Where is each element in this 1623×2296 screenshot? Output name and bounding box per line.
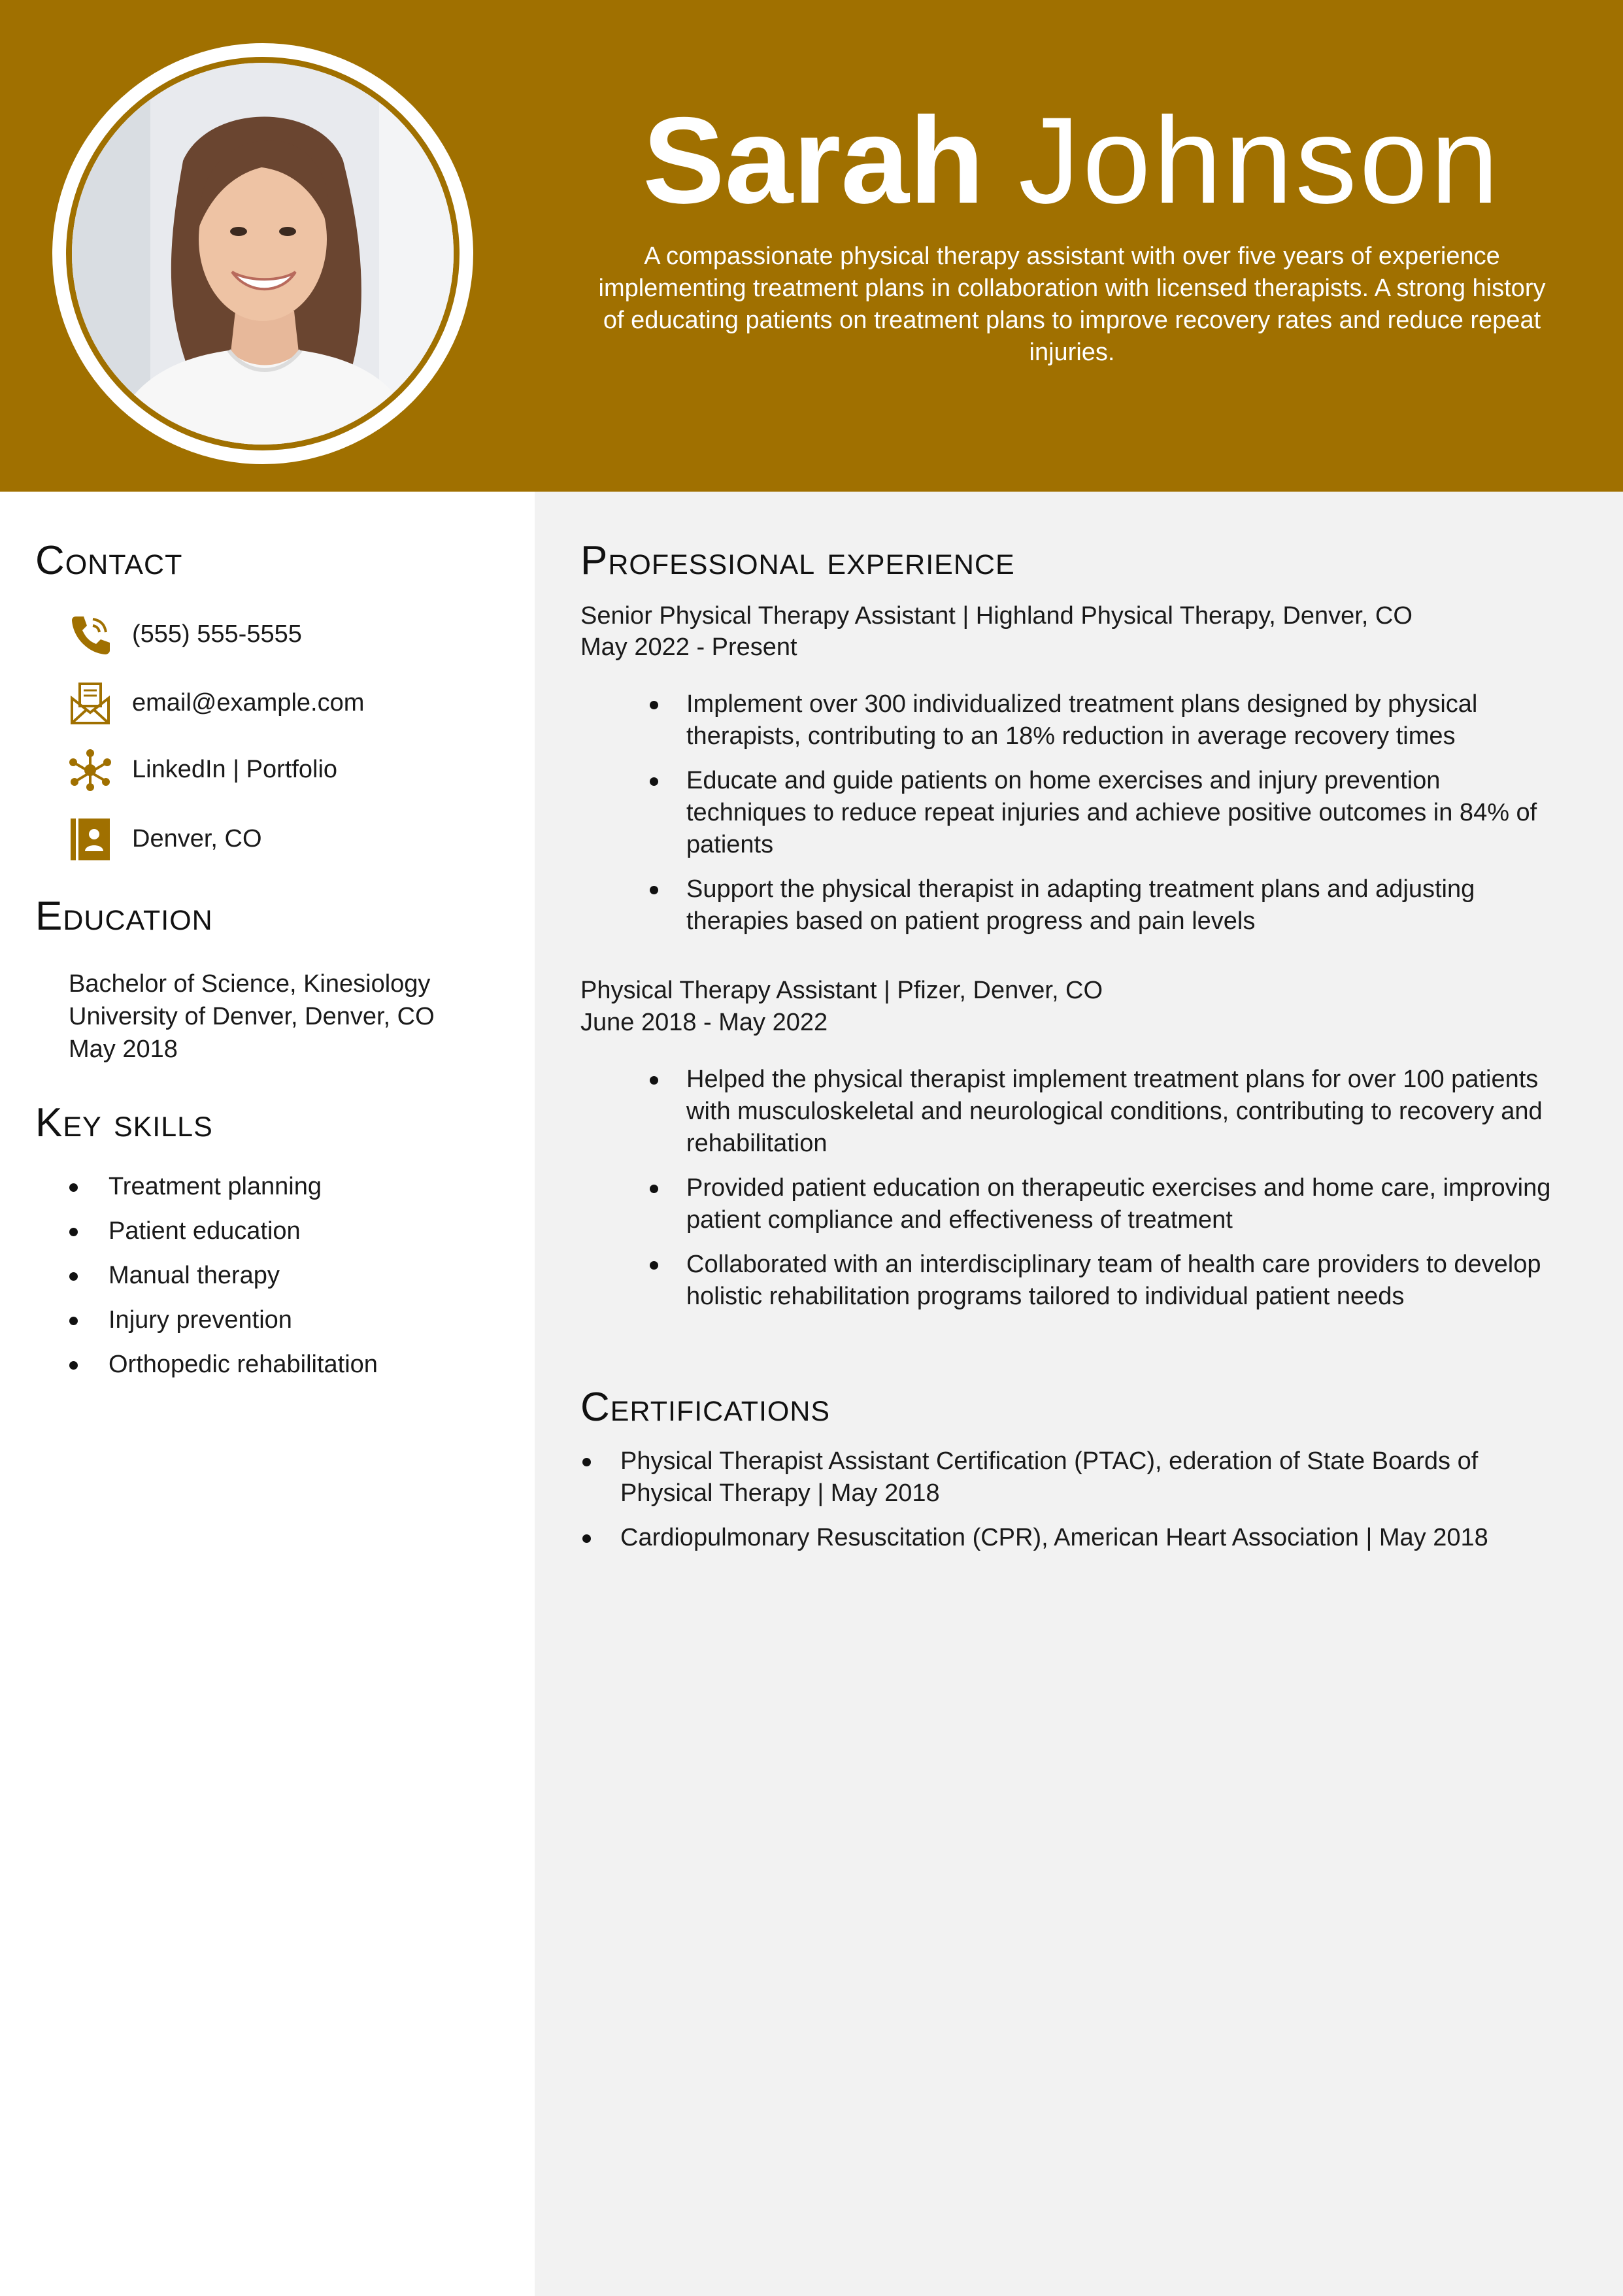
list-item: Manual therapy: [67, 1260, 511, 1292]
certifications-list: [580, 1445, 1560, 1566]
phone-number: (555) 555-5555: [132, 620, 302, 648]
education-degree: Bachelor of Science, Kinesiology: [69, 970, 431, 998]
header-banner: [0, 0, 1623, 492]
skills-heading: Key skills: [35, 1100, 213, 1145]
job-bullets: [646, 1064, 1561, 1325]
portrait-illustration: [72, 63, 454, 445]
list-item: Helped the physical therapist implement treatment plans for over 100 patients with musculoskeletal and neurological conditions, contributing to recovery and rehabilitation: [646, 1064, 1561, 1160]
network-icon: [67, 747, 114, 794]
list-item: Orthopedic rehabilitation: [67, 1349, 511, 1381]
education-heading: Education: [35, 894, 213, 939]
profile-photo-frame: [52, 43, 473, 464]
linkedin-portfolio-links[interactable]: LinkedIn | Portfolio: [132, 756, 338, 783]
list-item: Provided patient education on therapeutic exercises and home care, improving patient compliance and effectiveness of treatment: [646, 1172, 1561, 1236]
contact-location: [67, 816, 511, 863]
address-book-icon: [67, 816, 114, 863]
candidate-name: [562, 88, 1582, 232]
list-item: Educate and guide patients on home exercises and injury prevention techniques to reduce repeat injuries and achieve positive outcomes in 84% of patients: [646, 765, 1561, 861]
location: Denver, CO: [132, 825, 262, 853]
job-heading: Physical Therapy Assistant | Pfizer, Denver, CO: [580, 977, 1103, 1004]
education-date: May 2018: [69, 1036, 178, 1063]
first-name: Sarah: [643, 92, 984, 229]
professional-summary: A compassionate physical therapy assistant with over five years of experience implementing treatment plans in collaboration with licensed therapists. A strong history of educating patients on treatment plans to improve recovery rates and reduce repeat injuries.: [598, 243, 1546, 366]
email-address[interactable]: email@example.com: [132, 689, 365, 717]
contact-email: [67, 680, 511, 727]
email-icon: [67, 680, 114, 727]
list-item: Patient education: [67, 1215, 511, 1247]
job-dates: June 2018 - May 2022: [580, 1009, 828, 1036]
skills-list: [67, 1171, 511, 1393]
experience-heading: Professional experience: [580, 538, 1015, 583]
list-item: Implement over 300 individualized treatment plans designed by physical therapists, contributing to an 18% reduction in average recovery times: [646, 688, 1561, 752]
job-dates: May 2022 - Present: [580, 633, 797, 661]
profile-photo: [72, 63, 454, 445]
education-school: University of Denver, Denver, CO: [69, 1003, 435, 1030]
contact-phone: [67, 611, 511, 658]
list-item: Treatment planning: [67, 1171, 511, 1203]
job-heading: Senior Physical Therapy Assistant | Highland Physical Therapy, Denver, CO: [580, 602, 1413, 630]
job-bullets: [646, 688, 1561, 950]
certifications-heading: Certifications: [580, 1385, 831, 1430]
last-name: Johnson: [1018, 92, 1501, 229]
list-item: Collaborated with an interdisciplinary team of health care providers to develop holistic rehabilitation programs tailored to individual patient needs: [646, 1249, 1561, 1313]
phone-icon: [67, 611, 114, 658]
list-item: Support the physical therapist in adapting treatment plans and adjusting therapies based on patient progress and pain levels: [646, 873, 1561, 937]
list-item: Physical Therapist Assistant Certification (PTAC), ederation of State Boards of Physical Therapy | May 2018: [580, 1445, 1560, 1510]
contact-links: [67, 747, 511, 794]
list-item: Injury prevention: [67, 1304, 511, 1336]
contact-heading: Contact: [35, 538, 183, 583]
list-item: Cardiopulmonary Resuscitation (CPR), American Heart Association | May 2018: [580, 1522, 1560, 1554]
